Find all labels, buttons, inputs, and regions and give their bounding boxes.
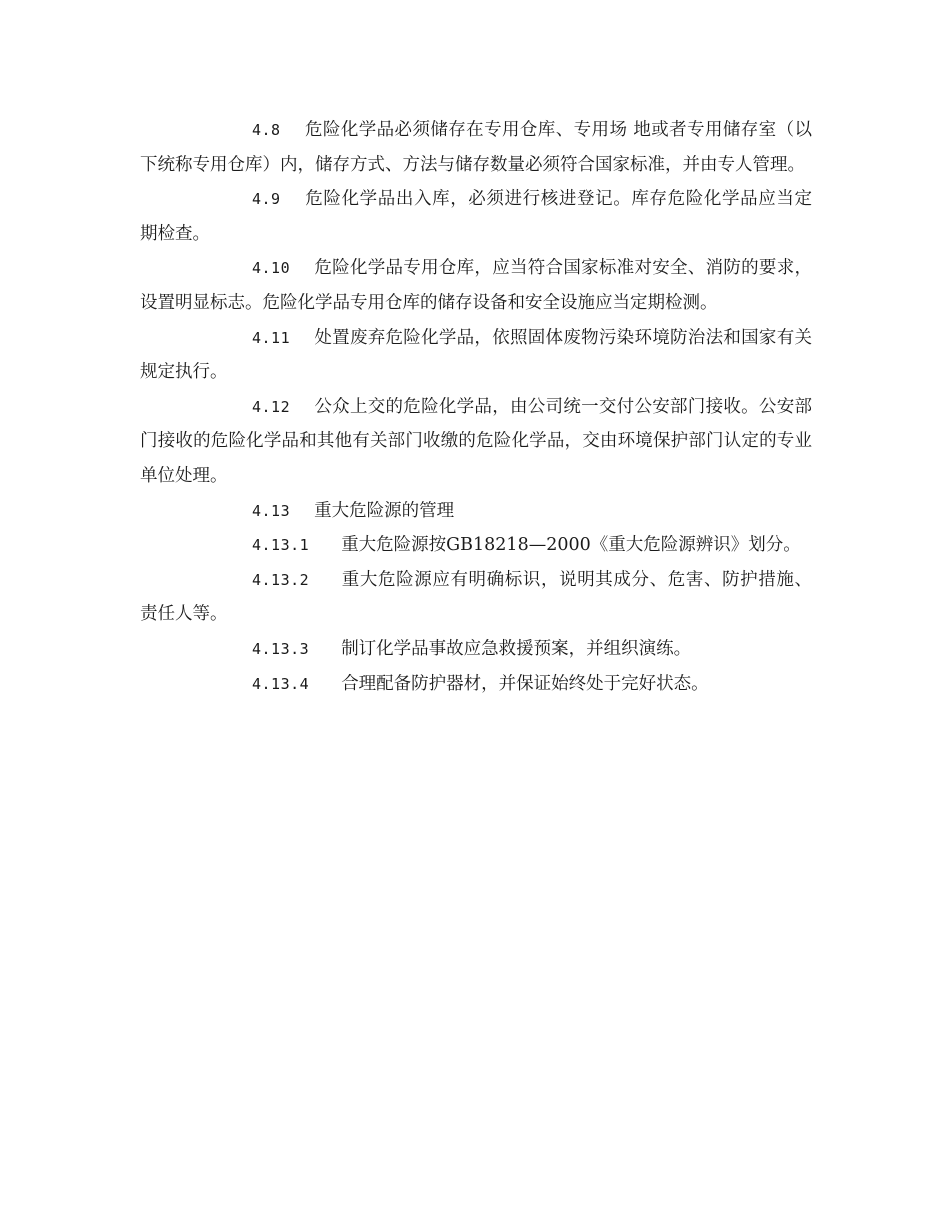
clause-number: 4.12	[252, 397, 291, 416]
paragraph-4-13-2	[140, 563, 812, 632]
clause-text: 处置废弃危险化学品，依照固体废物污染环境防治法和国家有关规定执行。	[140, 327, 812, 383]
paragraph-4-12	[140, 390, 812, 494]
clause-number: 4.13	[252, 501, 291, 520]
clause-text: 重大危险源按GB18218—2000《重大危险源辨识》划分。	[341, 535, 801, 556]
paragraph-4-13	[140, 494, 812, 529]
clause-text: 公众上交的危险化学品，由公司统一交付公安部门接收。公安部门接收的危险化学品和其他有关部门收缴的危险化学品，交由环境保护部门认定的专业单位处理。	[140, 396, 812, 486]
clause-number: 4.13.2	[252, 570, 310, 589]
clause-number: 4.10	[252, 259, 291, 278]
clause-text: 危险化学品专用仓库，应当符合国家标准对安全、消防的要求，设置明显标志。危险化学品专用仓库的储存设备和安全设施应当定期检测。	[140, 258, 812, 313]
clause-text: 合理配备防护器材，并保证始终处于完好状态。	[341, 673, 709, 694]
paragraph-4-8	[140, 113, 812, 182]
clause-text: 危险化学品必须储存在专用仓库、专用场 地或者专用储存室（以下统称专用仓库）内，储存方式、方法与储存数量必须符合国家标准，并由专人管理。	[140, 120, 812, 175]
clause-text: 危险化学品出入库，必须进行核进登记。库存危险化学品应当定期检查。	[140, 189, 812, 244]
document-body	[140, 113, 812, 701]
clause-number: 4.11	[252, 328, 291, 347]
clause-number: 4.13.4	[252, 674, 310, 693]
paragraph-4-13-4	[140, 667, 812, 702]
paragraph-4-13-3	[140, 632, 812, 667]
paragraph-4-11	[140, 321, 812, 390]
clause-number: 4.9	[252, 190, 281, 209]
paragraph-4-13-1	[140, 528, 812, 563]
clause-text: 重大危险源的管理	[314, 500, 455, 521]
paragraph-4-9	[140, 182, 812, 251]
clause-text: 制订化学品事故应急救援预案，并组织演练。	[341, 638, 692, 659]
clause-number: 4.8	[252, 121, 281, 139]
paragraph-4-10	[140, 251, 812, 320]
clause-text: 重大危险源应有明确标识，说明其成分、危害、防护措施、责任人等。	[140, 569, 812, 625]
clause-number: 4.13.1	[252, 536, 310, 555]
clause-number: 4.13.3	[252, 639, 310, 658]
